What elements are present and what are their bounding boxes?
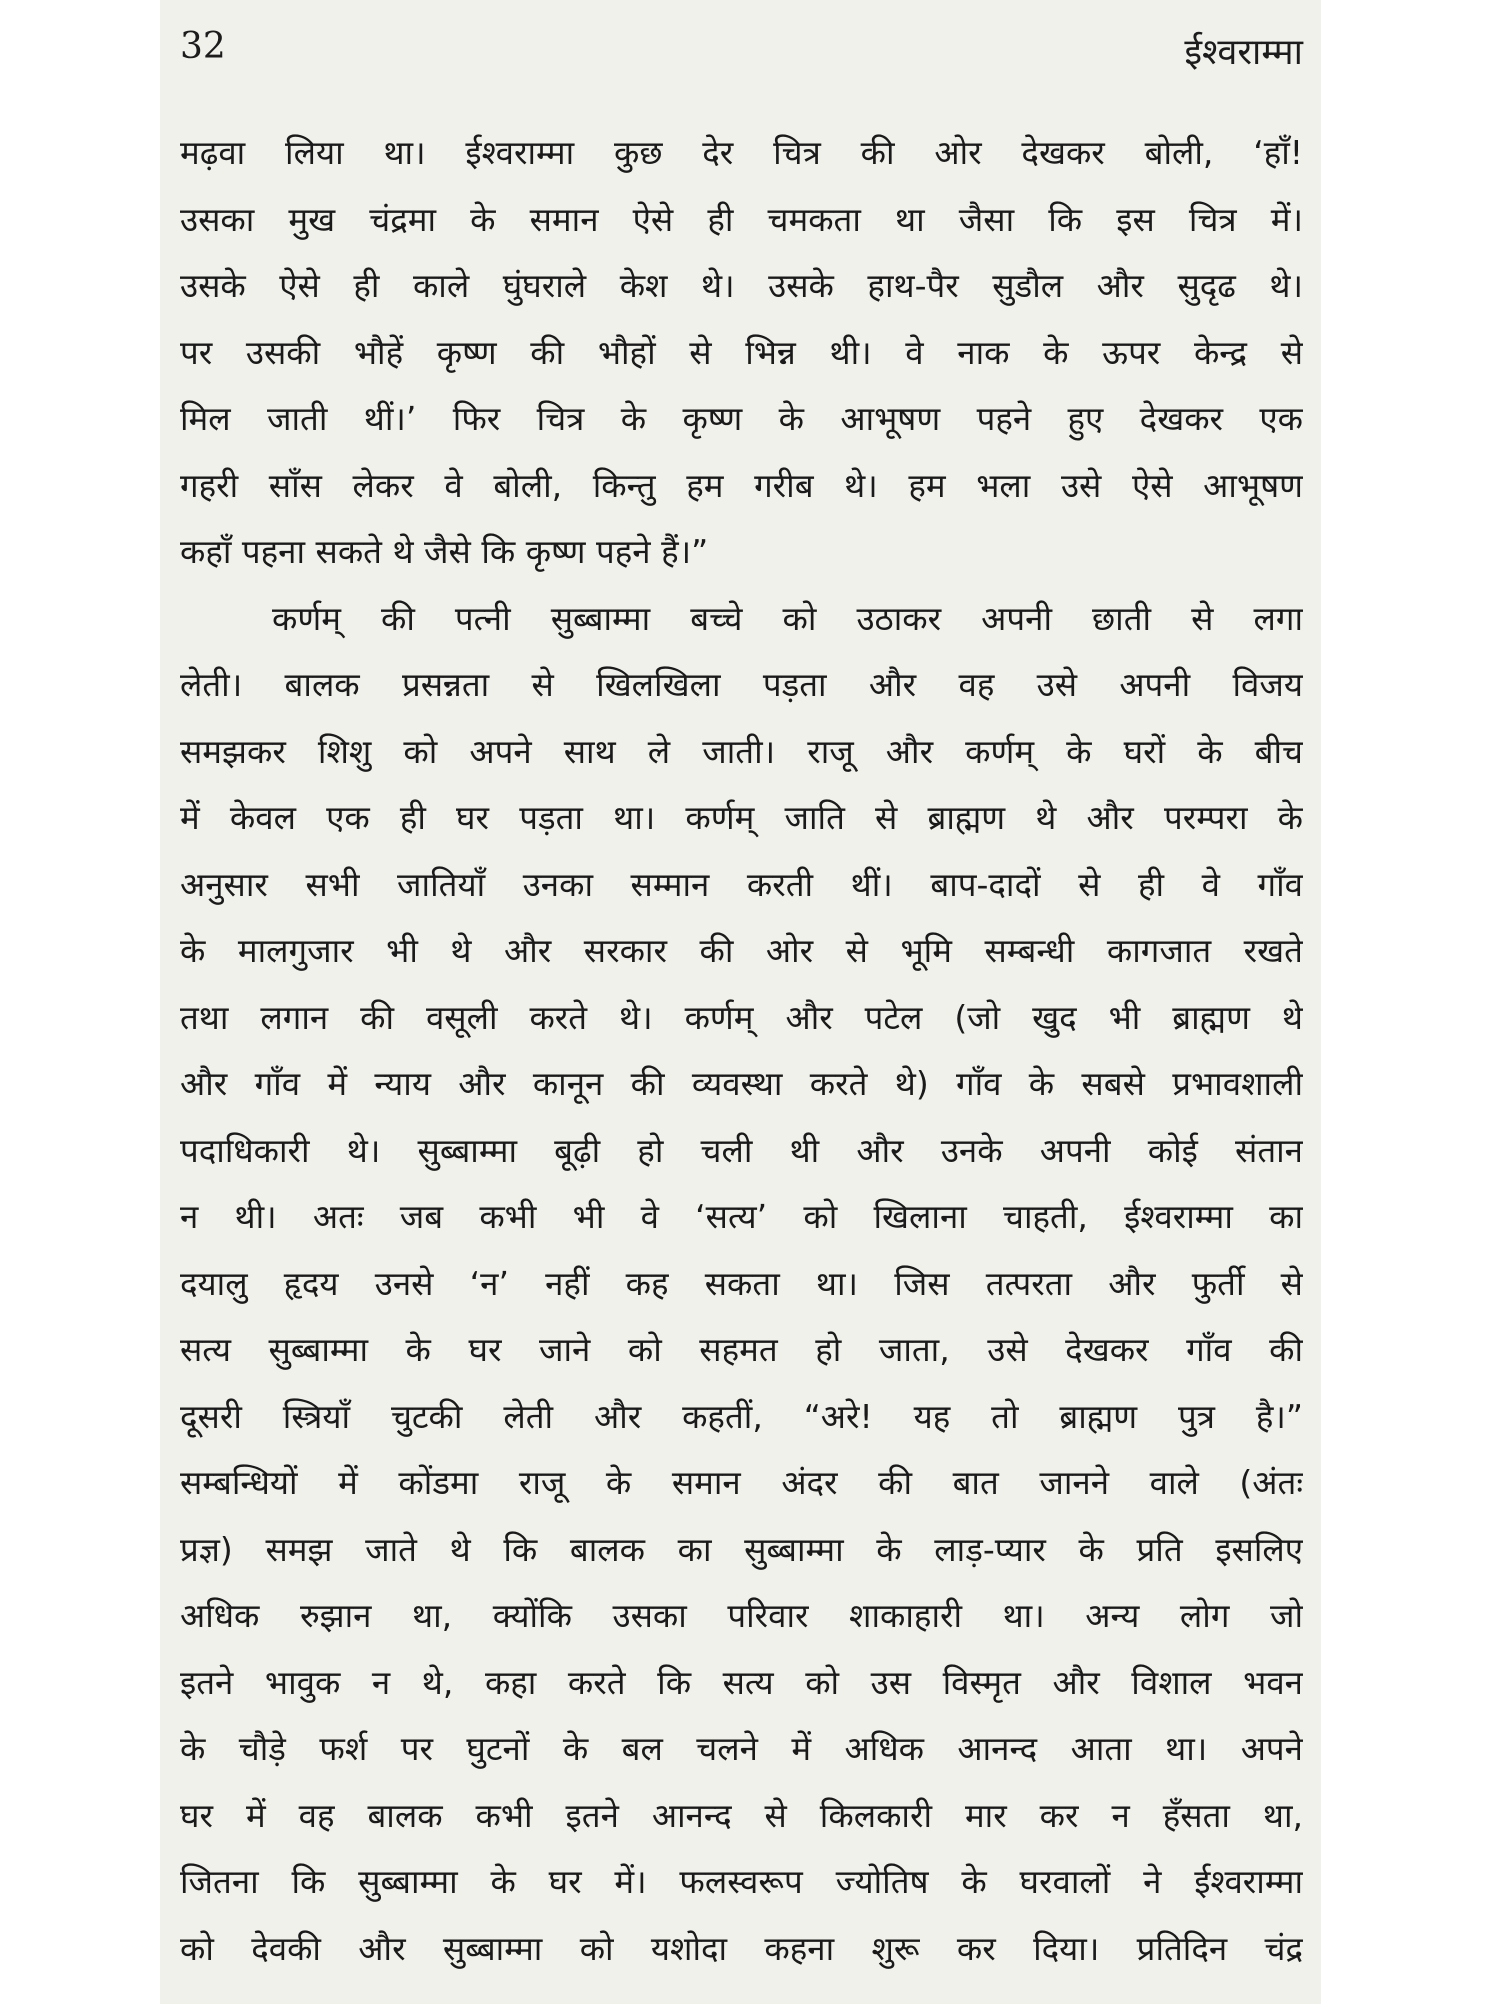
text-line: मिल जाती थीं।’ फिर चित्र के कृष्ण के आभूषण पहने हुए देखकर एक (180, 399, 1303, 438)
text-line: जितना कि सुब्बाम्मा के घर में। फलस्वरूप ज्योतिष के घरवालों ने ईश्वराम्मा (180, 1862, 1303, 1901)
text-line: में केवल एक ही घर पड़ता था। कर्णम् जाति से ब्राह्मण थे और परम्परा के (180, 798, 1303, 837)
text-line: गहरी साँस लेकर वे बोली, किन्तु हम गरीब थे। हम भला उसे ऐसे आभूषण (180, 465, 1303, 505)
text-line: सत्य सुब्बाम्मा के घर जाने को सहमत हो जाता, उसे देखकर गाँव की (180, 1330, 1303, 1369)
text-line: इतने भावुक न थे, कहा करते कि सत्य को उस विस्मृत और विशाल भवन (180, 1662, 1303, 1702)
text-line: अधिक रुझान था, क्योंकि उसका परिवार शाकाहारी था। अन्य लोग जो (180, 1596, 1303, 1635)
page-header (180, 26, 1303, 86)
text-line: घर में वह बालक कभी इतने आनन्द से किलकारी मार कर न हँसता था, (180, 1795, 1303, 1835)
text-line: कहाँ पहना सकते थे जैसे कि कृष्ण पहने हैं।” (180, 532, 709, 571)
text-line: पर उसकी भौहें कृष्ण की भौहों से भिन्न थी। वे नाक के ऊपर केन्द्र से (180, 332, 1303, 372)
paragraph-2 (180, 586, 1303, 1983)
text-line: अनुसार सभी जातियाँ उनका सम्मान करती थीं। बाप-दादों से ही वे गाँव (180, 864, 1303, 904)
text-line: तथा लगान की वसूली करते थे। कर्णम् और पटेल (जो खुद भी ब्राह्मण थे (180, 997, 1303, 1037)
text-line: उसके ऐसे ही काले घुंघराले केश थे। उसके हाथ-पैर सुडौल और सुदृढ थे। (180, 266, 1303, 305)
text-line: को देवकी और सुब्बाम्मा को यशोदा कहना शुरू कर दिया। प्रतिदिन चंद्र (180, 1928, 1303, 1968)
text-line: प्रज्ञ) समझ जाते थे कि बालक का सुब्बाम्मा के लाड़-प्यार के प्रति इसलिए (180, 1529, 1303, 1569)
text-line: सम्बन्धियों में कोंडमा राजू के समान अंदर की बात जानने वाले (अंतः (180, 1463, 1303, 1502)
text-line: के चौड़े फर्श पर घुटनों के बल चलने में अधिक आनन्द आता था। अपने (180, 1729, 1303, 1768)
text-line: कर्णम् की पत्नी सुब्बाम्मा बच्चे को उठाकर अपनी छाती से लगा (272, 598, 1303, 638)
paragraph-1 (180, 120, 1303, 586)
running-title: ईश्वराम्मा (1184, 32, 1303, 73)
text-line: दयालु हृदय उनसे ‘न’ नहीं कह सकता था। जिस तत्परता और फुर्ती से (180, 1263, 1303, 1303)
text-line: लेती। बालक प्रसन्नता से खिलखिला पड़ता और वह उसे अपनी विजय (180, 665, 1303, 704)
text-line: समझकर शिशु को अपने साथ ले जाती। राजू और कर्णम् के घरों के बीच (180, 731, 1303, 771)
text-line: मढ़वा लिया था। ईश्वराम्मा कुछ देर चित्र की ओर देखकर बोली, ‘हाँ! (180, 133, 1303, 172)
book-page (160, 0, 1321, 2004)
text-line: दूसरी स्त्रियाँ चुटकी लेती और कहतीं, “अरे! यह तो ब्राह्मण पुत्र है।” (180, 1396, 1303, 1436)
text-line: न थी। अतः जब कभी भी वे ‘सत्य’ को खिलाना चाहती, ईश्वराम्मा का (180, 1197, 1303, 1236)
text-line: के मालगुजार भी थे और सरकार की ओर से भूमि सम्बन्धी कागजात रखते (180, 931, 1303, 970)
body-text (180, 120, 1303, 1982)
text-line: और गाँव में न्याय और कानून की व्यवस्था करते थे) गाँव के सबसे प्रभावशाली (180, 1064, 1303, 1103)
text-line: उसका मुख चंद्रमा के समान ऐसे ही चमकता था जैसा कि इस चित्र में। (180, 199, 1303, 239)
text-line: पदाधिकारी थे। सुब्बाम्मा बूढ़ी हो चली थी और उनके अपनी कोई संतान (180, 1130, 1303, 1170)
page-number: 32 (180, 26, 226, 67)
